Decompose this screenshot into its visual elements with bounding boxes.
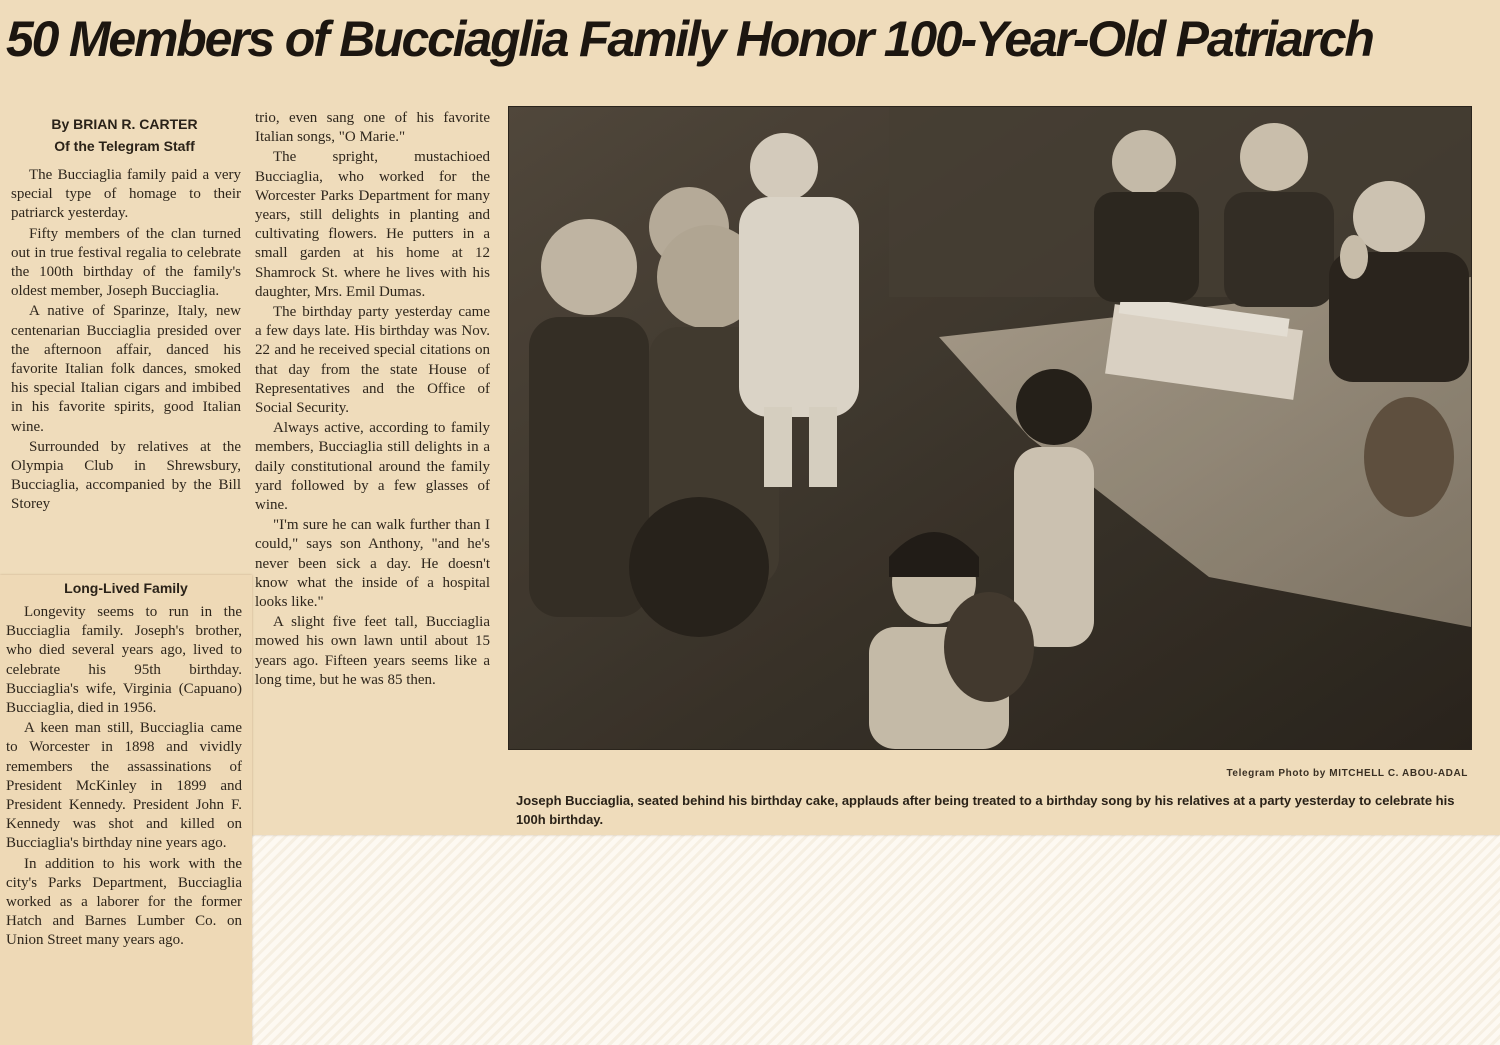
paragraph: A slight five feet tall, Bucciaglia mowed his own lawn until about 15 years ago. Fifteen years seems like a long time, but he was 85 then. (255, 614, 490, 688)
paragraph: The birthday party yesterday came a few days late. His birthday was Nov. 22 and he received special citations on that day from the state House of Representatives and the Office of Social Security. (255, 304, 490, 417)
subheading: Long-Lived Family (64, 580, 188, 596)
article-column-1-continued (6, 603, 242, 952)
byline-affiliation: Of the Telegram Staff (54, 138, 195, 154)
paragraph: trio, even sang one of his favorite Italian songs, "O Marie." (255, 110, 490, 146)
paragraph: Always active, according to family members, Bucciaglia still delights in a daily constitutional around the family yard followed by a few glasses of wine. (255, 420, 490, 514)
photo-credit: Telegram Photo by MITCHELL C. ABOU-ADAL (1226, 768, 1468, 779)
byline (12, 113, 237, 157)
paragraph: A native of Sparinze, Italy, new centenarian Bucciaglia presided over the afternoon affair, danced his favorite Italian folk dances, smoked his special Italian cigars and imbibed in his favorite spirits, good Italian wine. (11, 303, 241, 435)
paragraph: A keen man still, Bucciaglia came to Worcester in 1898 and vividly remembers the assassinations of President McKinley in 1899 and President Kennedy. President John F. Kennedy was shot and killed on Bucciaglia's birthday nine years ago. (6, 720, 242, 852)
paragraph: In addition to his work with the city's Parks Department, Bucciaglia worked as a laborer for the former Hatch and Barnes Lumber Co. on Union Street many years ago. (6, 855, 242, 949)
headline: 50 Members of Bucciaglia Family Honor 100-Year-Old Patriarch (6, 11, 1373, 67)
paragraph: Longevity seems to run in the Bucciaglia family. Joseph's brother, who died several years ago, lived to celebrate his 95th birthday. Bucciaglia's wife, Virginia (Capuano) Bucciaglia, died in 1956. (6, 604, 242, 717)
paragraph: "I'm sure he can walk further than I could," says son Anthony, "and he's never been sick a day. He doesn't know what the inside of a hospital looks like." (255, 517, 490, 611)
article-column-2 (255, 109, 490, 691)
byline-author: By BRIAN R. CARTER (51, 116, 198, 132)
news-photo (508, 106, 1472, 750)
paragraph: The spright, mustachioed Bucciaglia, who worked for the Worcester Parks Department for many years, still delights in planting and cultivating flowers. He putters in a small garden at his home at 12 Shamrock St. where he lives with his daughter, Mrs. Emil Dumas. (255, 149, 490, 300)
paragraph: Fifty members of the clan turned out in true festival regalia to celebrate the 100th birthday of the family's oldest member, Joseph Bucciaglia. (11, 225, 241, 300)
paragraph: The Bucciaglia family paid a very special type of homage to their patriarck yesterday. (11, 167, 241, 222)
photo-caption: Joseph Bucciaglia, seated behind his birthday cake, applauds after being treated to a birthday song by his relatives at a party yesterday to celebrate his 100h birthday. (516, 793, 1455, 827)
article-column-1 (11, 166, 241, 516)
paragraph: Surrounded by relatives at the Olympia Club in Shrewsbury, Bucciaglia, accompanied by the Bill Storey (11, 438, 241, 513)
